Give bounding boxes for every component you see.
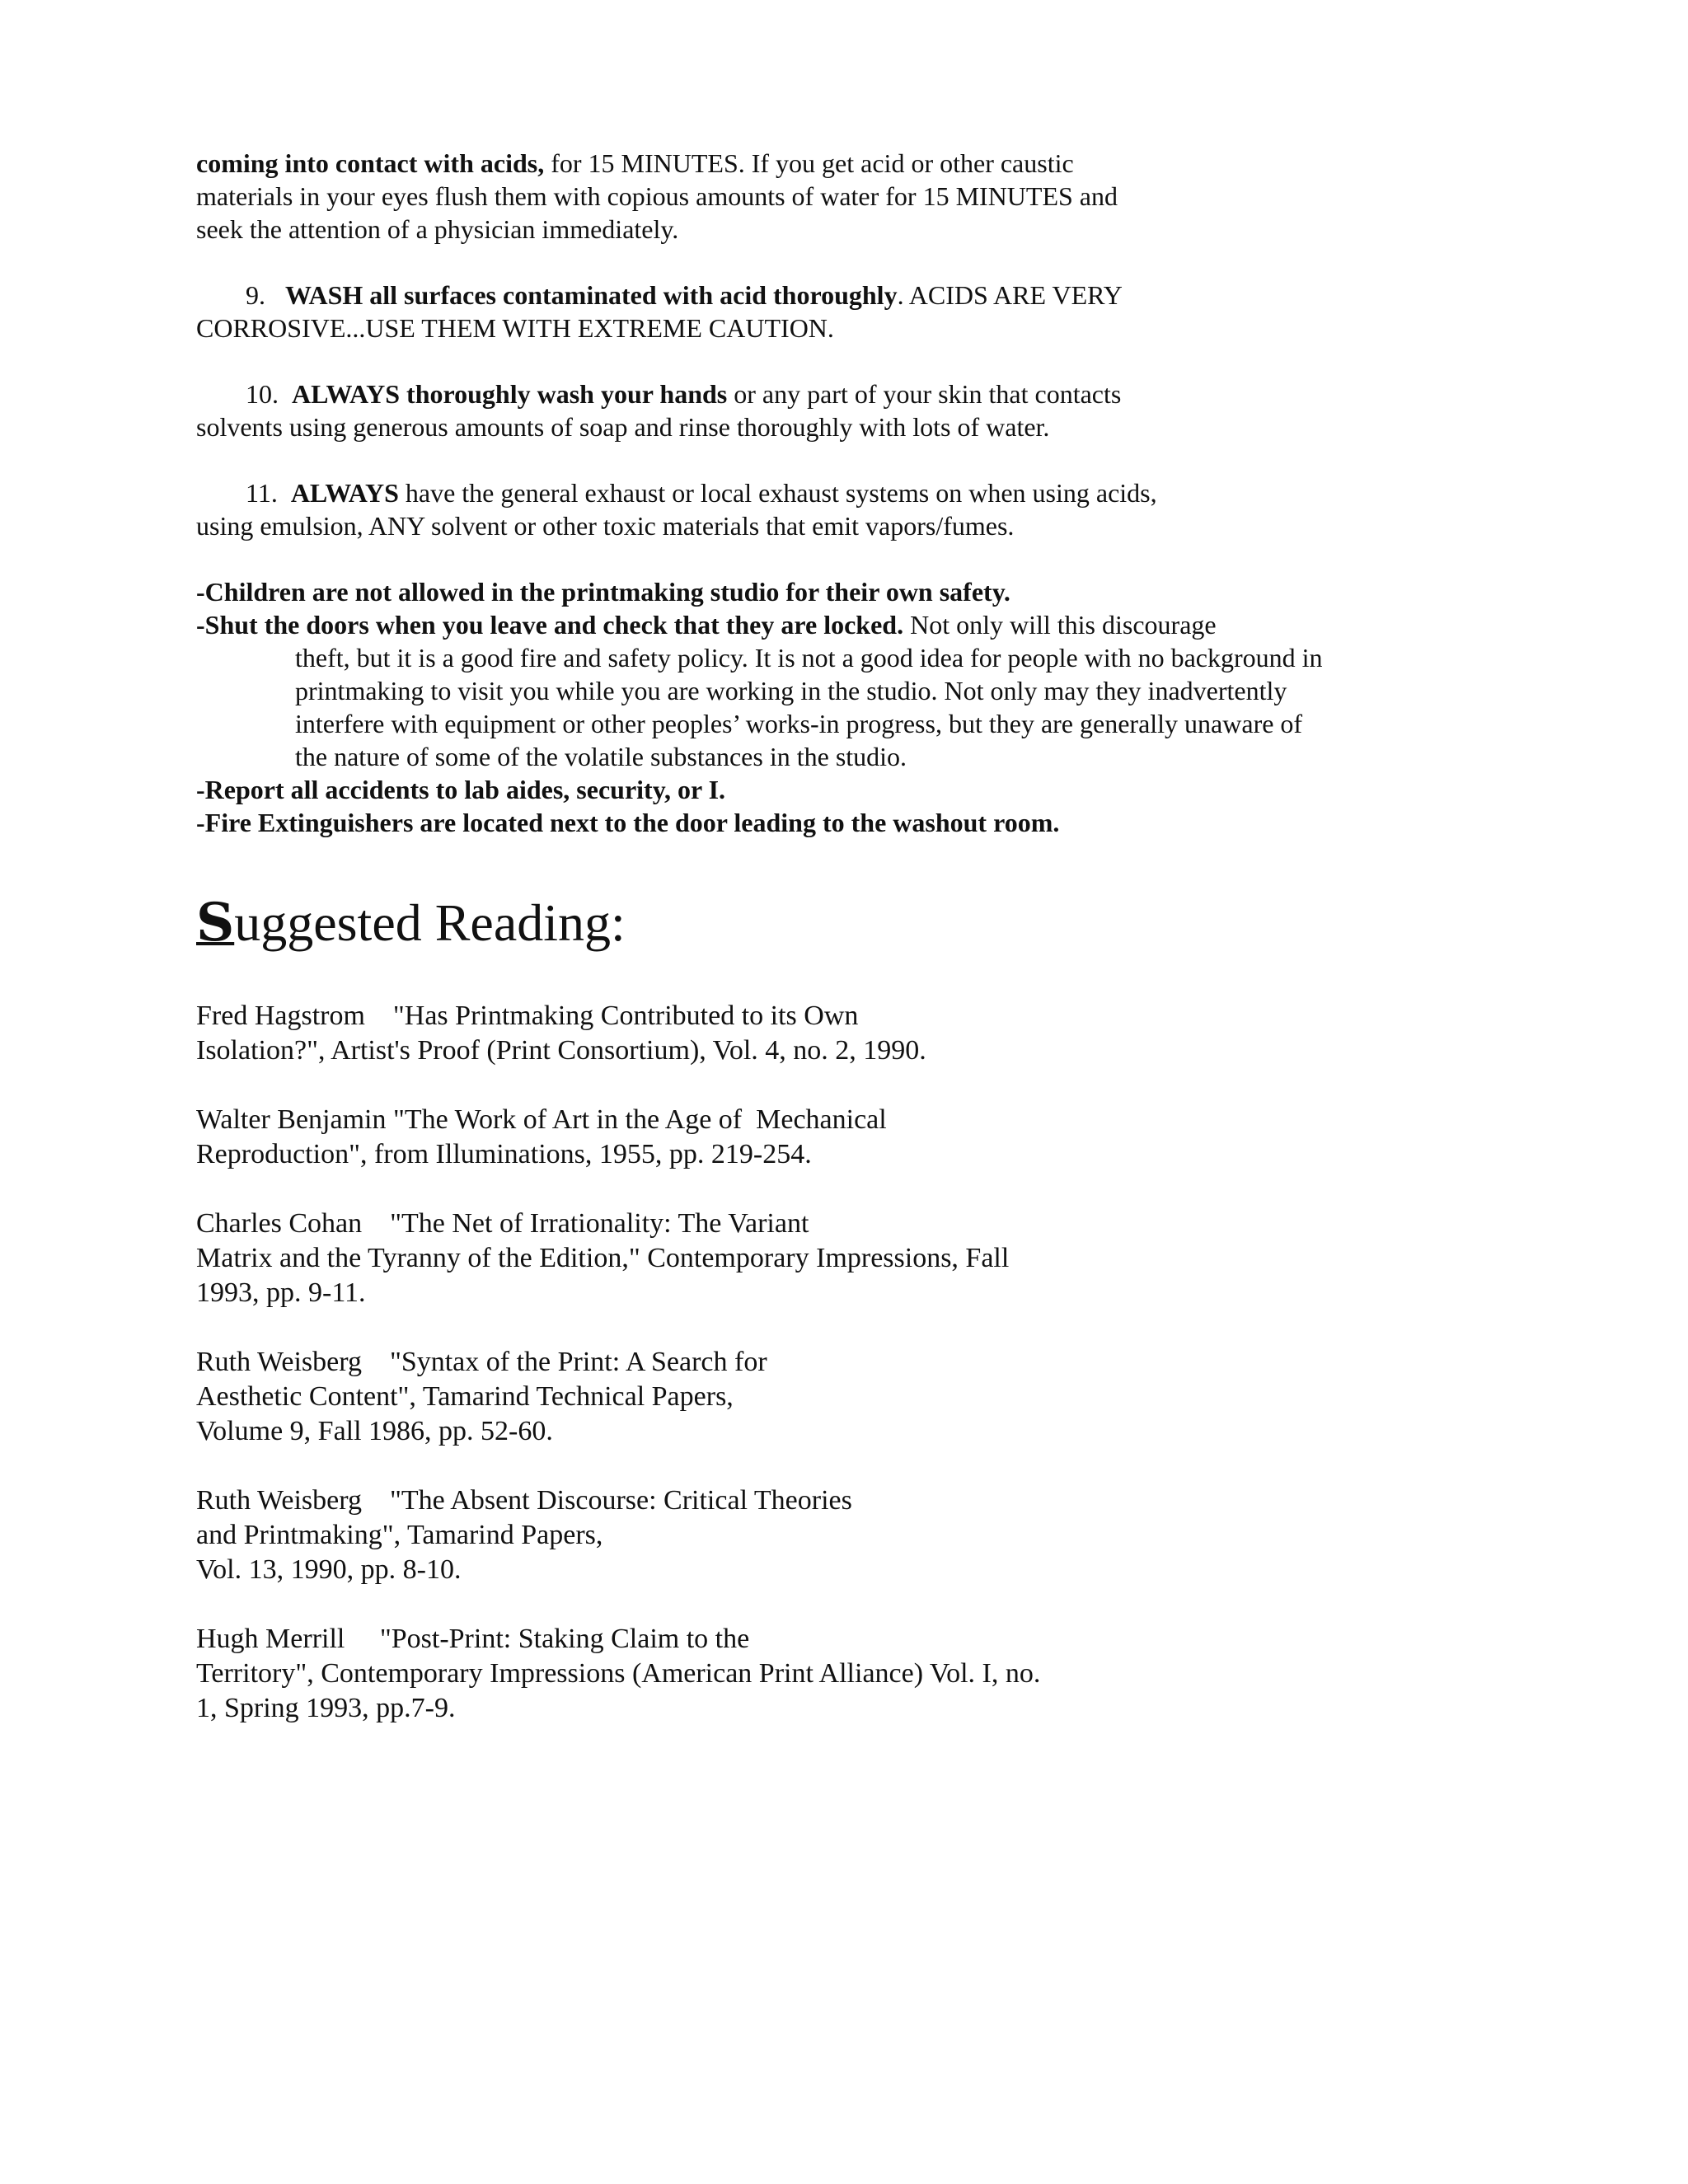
item10-number: 10. (246, 379, 279, 409)
item8-continuation-line2: materials in your eyes flush them with copious amounts of water for 15 MINUTES and (196, 181, 1118, 211)
item11-line1 (246, 476, 1157, 509)
rule-fire-text: -Fire Extinguishers are located next to the door leading to the washout room. (196, 808, 1060, 837)
item11-line2: using emulsion, ANY solvent or other toxic materials that emit vapors/fumes. (196, 511, 1015, 541)
reference-6-line3: 1, Spring 1993, pp.7-9. (196, 1693, 456, 1723)
item11-text: have the general exhaust or local exhaust systems on when using acids, (398, 478, 1157, 508)
item10-bold-text: ALWAYS thoroughly wash your hands (292, 379, 728, 409)
heading-text: uggested Reading: (234, 893, 626, 952)
rule-doors-bold-text: -Shut the doors when you leave and check that they are locked. (196, 610, 904, 640)
item9-number: 9. (246, 280, 265, 310)
rule-doors-line1 (196, 608, 1217, 641)
item11-number: 11. (246, 478, 278, 508)
item10-text: or any part of your skin that contacts (727, 379, 1122, 409)
reference-1-line2: Isolation?", Artist's Proof (Print Consortium), Vol. 4, no. 2, 1990. (196, 1035, 926, 1066)
item9-bold-text: WASH all surfaces contaminated with acid thoroughly (285, 280, 898, 310)
suggested-reading-heading (196, 890, 626, 956)
reference-5-line3: Vol. 13, 1990, pp. 8-10. (196, 1554, 462, 1585)
rule-report-text: -Report all accidents to lab aides, security, or I. (196, 775, 726, 804)
rule-doors-line4: interfere with equipment or other peoples’ works-in progress, but they are generally unaware of (295, 709, 1303, 738)
reference-1-line1: Fred Hagstrom "Has Printmaking Contributed to its Own (196, 1001, 859, 1031)
item8-bold-text: coming into contact with acids, (196, 148, 545, 178)
rule-children-text: -Children are not allowed in the printmaking studio for their own safety. (196, 577, 1010, 607)
rule-doors-line3: printmaking to visit you while you are working in the studio. Not only may they inadvertently (295, 676, 1287, 705)
rule-doors-line2: theft, but it is a good fire and safety policy. It is not a good idea for people with no background in (295, 643, 1323, 673)
reference-5-line1: Ruth Weisberg "The Absent Discourse: Critical Theories (196, 1485, 852, 1516)
reference-6-line2: Territory", Contemporary Impressions (American Print Alliance) Vol. I, no. (196, 1658, 1041, 1689)
item9-line2: CORROSIVE...USE THEM WITH EXTREME CAUTION. (196, 313, 834, 343)
reference-3-line3: 1993, pp. 9-11. (196, 1277, 366, 1308)
reference-2-line2: Reproduction", from Illuminations, 1955, pp. 219-254. (196, 1139, 812, 1169)
item10-line1 (246, 377, 1121, 410)
rule-fire-extinguishers (196, 806, 1059, 839)
rule-children (196, 575, 1010, 608)
item8-text: for 15 MINUTES. If you get acid or other caustic (544, 148, 1074, 178)
item9-text: . ACIDS ARE VERY (897, 280, 1123, 310)
rule-doors-line5: the nature of some of the volatile substances in the studio. (295, 742, 907, 771)
reference-4-line3: Volume 9, Fall 1986, pp. 52-60. (196, 1416, 553, 1446)
reference-6-line1: Hugh Merrill "Post-Print: Staking Claim to the (196, 1624, 750, 1654)
reference-3-line1: Charles Cohan "The Net of Irrationality: The Variant (196, 1208, 809, 1239)
heading-initial: S (196, 892, 235, 954)
item10-line2: solvents using generous amounts of soap and rinse thoroughly with lots of water. (196, 412, 1050, 442)
item8-continuation-line3: seek the attention of a physician immediately. (196, 214, 679, 244)
item9-line1 (246, 279, 1123, 312)
reference-4-line1: Ruth Weisberg "Syntax of the Print: A Search for (196, 1347, 767, 1377)
reference-5-line2: and Printmaking", Tamarind Papers, (196, 1520, 603, 1550)
item11-bold-text: ALWAYS (290, 478, 399, 508)
rule-doors-text: Not only will this discourage (903, 610, 1217, 640)
reference-2-line1: Walter Benjamin "The Work of Art in the Age of Mechanical (196, 1104, 887, 1135)
reference-4-line2: Aesthetic Content", Tamarind Technical Papers, (196, 1381, 734, 1412)
reference-3-line2: Matrix and the Tyranny of the Edition," Contemporary Impressions, Fall (196, 1243, 1010, 1273)
rule-report (196, 773, 725, 806)
item8-continuation-line1 (196, 147, 1074, 180)
